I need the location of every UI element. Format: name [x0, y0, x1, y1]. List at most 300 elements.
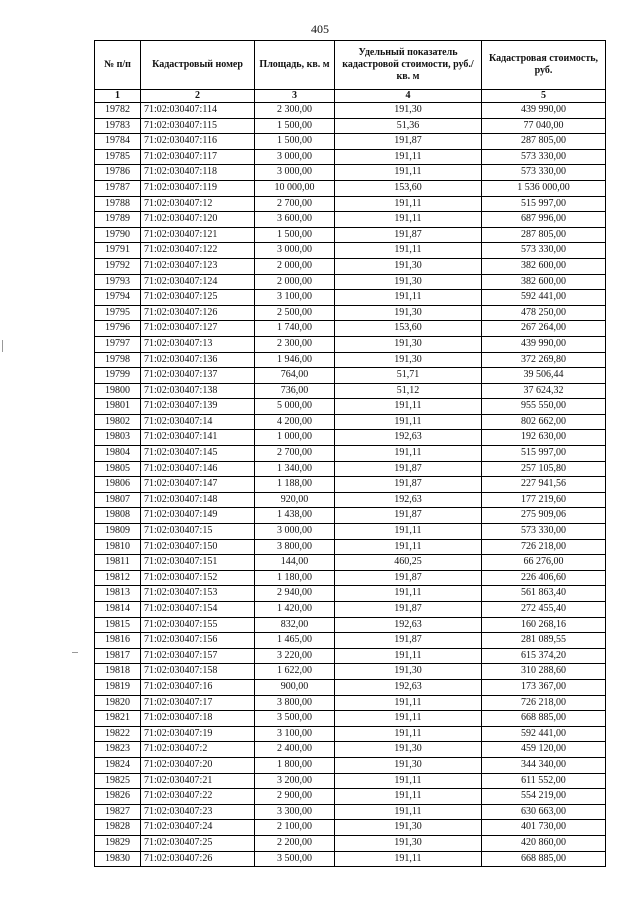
- cadastral-value-cell: 726 218,00: [482, 695, 606, 711]
- header-row-number: № п/п: [95, 41, 141, 90]
- table-row: [95, 524, 606, 540]
- cadastral-number-cell: 71:02:030407:145: [141, 446, 255, 462]
- table-row: [95, 103, 606, 119]
- cadastral-value-cell: 592 441,00: [482, 290, 606, 306]
- cadastral-value-cell: 668 885,00: [482, 711, 606, 727]
- cadastral-value-cell: 257 105,80: [482, 461, 606, 477]
- cadastral-number-cell: 71:02:030407:24: [141, 820, 255, 836]
- area-cell: 2 700,00: [255, 446, 335, 462]
- area-cell: 3 000,00: [255, 524, 335, 540]
- table-row: [95, 679, 606, 695]
- cadastral-number-cell: 71:02:030407:14: [141, 414, 255, 430]
- cadastral-number-cell: 71:02:030407:18: [141, 711, 255, 727]
- table-row: [95, 149, 606, 165]
- cadastral-value-cell: 177 219,60: [482, 492, 606, 508]
- table-row: [95, 539, 606, 555]
- cadastral-number-cell: 71:02:030407:15: [141, 524, 255, 540]
- cadastral-value-cell: 1 536 000,00: [482, 180, 606, 196]
- cadastral-number-cell: 71:02:030407:23: [141, 804, 255, 820]
- cadastral-value-cell: 573 330,00: [482, 165, 606, 181]
- area-cell: 2 900,00: [255, 789, 335, 805]
- area-cell: 144,00: [255, 555, 335, 571]
- row-number-cell: 19785: [95, 149, 141, 165]
- specific-value-cell: 191,87: [335, 602, 482, 618]
- cadastral-table: [94, 40, 606, 867]
- specific-value-cell: 192,63: [335, 492, 482, 508]
- table-row: [95, 851, 606, 867]
- cadastral-number-cell: 71:02:030407:156: [141, 633, 255, 649]
- cadastral-value-cell: 344 340,00: [482, 757, 606, 773]
- cadastral-value-cell: 955 550,00: [482, 399, 606, 415]
- area-cell: 1 420,00: [255, 602, 335, 618]
- area-cell: 920,00: [255, 492, 335, 508]
- area-cell: 3 800,00: [255, 695, 335, 711]
- area-cell: 3 100,00: [255, 726, 335, 742]
- cadastral-value-cell: 77 040,00: [482, 118, 606, 134]
- row-number-cell: 19807: [95, 492, 141, 508]
- specific-value-cell: 191,11: [335, 446, 482, 462]
- area-cell: 10 000,00: [255, 180, 335, 196]
- row-number-cell: 19783: [95, 118, 141, 134]
- cadastral-number-cell: 71:02:030407:141: [141, 430, 255, 446]
- area-cell: 1 800,00: [255, 757, 335, 773]
- area-cell: 3 600,00: [255, 212, 335, 228]
- specific-value-cell: 191,11: [335, 212, 482, 228]
- row-number-cell: 19816: [95, 633, 141, 649]
- header-specific-value: Удельный показатель кадастровой стоимости, руб./кв. м: [335, 41, 482, 90]
- row-number-cell: 19802: [95, 414, 141, 430]
- table-row: [95, 586, 606, 602]
- cadastral-value-cell: 439 990,00: [482, 103, 606, 119]
- table-row: [95, 695, 606, 711]
- area-cell: 5 000,00: [255, 399, 335, 415]
- specific-value-cell: 191,87: [335, 633, 482, 649]
- cadastral-value-cell: 802 662,00: [482, 414, 606, 430]
- table-row: [95, 742, 606, 758]
- specific-value-cell: 51,36: [335, 118, 482, 134]
- row-number-cell: 19794: [95, 290, 141, 306]
- index-1: 1: [95, 90, 141, 103]
- cadastral-value-cell: 173 367,00: [482, 679, 606, 695]
- row-number-cell: 19788: [95, 196, 141, 212]
- area-cell: 2 300,00: [255, 103, 335, 119]
- specific-value-cell: 460,25: [335, 555, 482, 571]
- area-cell: 3 000,00: [255, 165, 335, 181]
- area-cell: 2 000,00: [255, 258, 335, 274]
- specific-value-cell: 191,11: [335, 773, 482, 789]
- row-number-cell: 19804: [95, 446, 141, 462]
- area-cell: 832,00: [255, 617, 335, 633]
- area-cell: 1 438,00: [255, 508, 335, 524]
- index-2: 2: [141, 90, 255, 103]
- table-row: [95, 165, 606, 181]
- cadastral-number-cell: 71:02:030407:124: [141, 274, 255, 290]
- header-cadastral-number: Кадастровый номер: [141, 41, 255, 90]
- row-number-cell: 19799: [95, 368, 141, 384]
- cadastral-number-cell: 71:02:030407:13: [141, 336, 255, 352]
- cadastral-value-cell: 573 330,00: [482, 149, 606, 165]
- row-number-cell: 19821: [95, 711, 141, 727]
- specific-value-cell: 191,11: [335, 851, 482, 867]
- row-number-cell: 19813: [95, 586, 141, 602]
- area-cell: 3 220,00: [255, 648, 335, 664]
- area-cell: 2 000,00: [255, 274, 335, 290]
- specific-value-cell: 191,11: [335, 726, 482, 742]
- specific-value-cell: 191,11: [335, 290, 482, 306]
- cadastral-value-cell: 401 730,00: [482, 820, 606, 836]
- cadastral-number-cell: 71:02:030407:125: [141, 290, 255, 306]
- specific-value-cell: 51,12: [335, 383, 482, 399]
- table-row: [95, 461, 606, 477]
- table-row: [95, 383, 606, 399]
- cadastral-value-cell: 275 909,06: [482, 508, 606, 524]
- cadastral-value-cell: 573 330,00: [482, 524, 606, 540]
- row-number-cell: 19830: [95, 851, 141, 867]
- area-cell: 3 000,00: [255, 149, 335, 165]
- cadastral-number-cell: 71:02:030407:2: [141, 742, 255, 758]
- area-cell: 2 300,00: [255, 336, 335, 352]
- row-number-cell: 19815: [95, 617, 141, 633]
- area-cell: 1 188,00: [255, 477, 335, 493]
- table-row: [95, 820, 606, 836]
- cadastral-number-cell: 71:02:030407:126: [141, 305, 255, 321]
- specific-value-cell: 191,30: [335, 103, 482, 119]
- cadastral-number-cell: 71:02:030407:150: [141, 539, 255, 555]
- row-number-cell: 19810: [95, 539, 141, 555]
- table-row: [95, 352, 606, 368]
- area-cell: 3 100,00: [255, 290, 335, 306]
- cadastral-number-cell: 71:02:030407:25: [141, 835, 255, 851]
- cadastral-value-cell: 226 406,60: [482, 570, 606, 586]
- area-cell: 1 340,00: [255, 461, 335, 477]
- row-number-cell: 19795: [95, 305, 141, 321]
- area-cell: 4 200,00: [255, 414, 335, 430]
- cadastral-value-cell: 310 288,60: [482, 664, 606, 680]
- table-row: [95, 648, 606, 664]
- table-row: [95, 835, 606, 851]
- cadastral-value-cell: 37 624,32: [482, 383, 606, 399]
- specific-value-cell: 191,11: [335, 399, 482, 415]
- row-number-cell: 19806: [95, 477, 141, 493]
- row-number-cell: 19809: [95, 524, 141, 540]
- table-row: [95, 773, 606, 789]
- area-cell: 1 465,00: [255, 633, 335, 649]
- row-number-cell: 19790: [95, 227, 141, 243]
- scan-artifact: [72, 652, 78, 653]
- area-cell: 1 622,00: [255, 664, 335, 680]
- table-row: [95, 492, 606, 508]
- cadastral-number-cell: 71:02:030407:147: [141, 477, 255, 493]
- table-row: [95, 336, 606, 352]
- cadastral-number-cell: 71:02:030407:12: [141, 196, 255, 212]
- cadastral-number-cell: 71:02:030407:21: [141, 773, 255, 789]
- specific-value-cell: 191,11: [335, 648, 482, 664]
- scan-artifact: [2, 340, 3, 352]
- cadastral-number-cell: 71:02:030407:127: [141, 321, 255, 337]
- table-row: [95, 789, 606, 805]
- table-row: [95, 212, 606, 228]
- area-cell: 2 400,00: [255, 742, 335, 758]
- row-number-cell: 19812: [95, 570, 141, 586]
- specific-value-cell: 191,87: [335, 508, 482, 524]
- table-row: [95, 757, 606, 773]
- cadastral-value-cell: 267 264,00: [482, 321, 606, 337]
- table-row: [95, 570, 606, 586]
- area-cell: 1 500,00: [255, 227, 335, 243]
- cadastral-number-cell: 71:02:030407:151: [141, 555, 255, 571]
- cadastral-number-cell: 71:02:030407:122: [141, 243, 255, 259]
- cadastral-number-cell: 71:02:030407:22: [141, 789, 255, 805]
- cadastral-number-cell: 71:02:030407:153: [141, 586, 255, 602]
- table-row: [95, 274, 606, 290]
- cadastral-number-cell: 71:02:030407:19: [141, 726, 255, 742]
- cadastral-value-cell: 382 600,00: [482, 274, 606, 290]
- cadastral-value-cell: 372 269,80: [482, 352, 606, 368]
- cadastral-value-cell: 592 441,00: [482, 726, 606, 742]
- cadastral-value-cell: 160 268,16: [482, 617, 606, 633]
- specific-value-cell: 191,11: [335, 695, 482, 711]
- cadastral-value-cell: 281 089,55: [482, 633, 606, 649]
- row-number-cell: 19808: [95, 508, 141, 524]
- cadastral-number-cell: 71:02:030407:119: [141, 180, 255, 196]
- table-row: [95, 633, 606, 649]
- area-cell: 3 300,00: [255, 804, 335, 820]
- table-row: [95, 305, 606, 321]
- cadastral-value-cell: 515 997,00: [482, 196, 606, 212]
- row-number-cell: 19787: [95, 180, 141, 196]
- row-number-cell: 19827: [95, 804, 141, 820]
- specific-value-cell: 191,30: [335, 820, 482, 836]
- specific-value-cell: 191,11: [335, 165, 482, 181]
- area-cell: 3 800,00: [255, 539, 335, 555]
- specific-value-cell: 191,30: [335, 757, 482, 773]
- cadastral-number-cell: 71:02:030407:136: [141, 352, 255, 368]
- table-row: [95, 508, 606, 524]
- specific-value-cell: 191,11: [335, 524, 482, 540]
- specific-value-cell: 191,11: [335, 196, 482, 212]
- row-number-cell: 19784: [95, 134, 141, 150]
- table-row: [95, 227, 606, 243]
- area-cell: 1 180,00: [255, 570, 335, 586]
- row-number-cell: 19820: [95, 695, 141, 711]
- table-header-row: [95, 41, 606, 90]
- specific-value-cell: 191,30: [335, 352, 482, 368]
- specific-value-cell: 191,30: [335, 336, 482, 352]
- index-3: 3: [255, 90, 335, 103]
- row-number-cell: 19818: [95, 664, 141, 680]
- cadastral-value-cell: 726 218,00: [482, 539, 606, 555]
- specific-value-cell: 191,11: [335, 149, 482, 165]
- table-row: [95, 555, 606, 571]
- specific-value-cell: 192,63: [335, 617, 482, 633]
- row-number-cell: 19826: [95, 789, 141, 805]
- cadastral-number-cell: 71:02:030407:154: [141, 602, 255, 618]
- row-number-cell: 19824: [95, 757, 141, 773]
- cadastral-number-cell: 71:02:030407:20: [141, 757, 255, 773]
- area-cell: 3 500,00: [255, 711, 335, 727]
- row-number-cell: 19822: [95, 726, 141, 742]
- header-cadastral-value: Кадастровая стоимость, руб.: [482, 41, 606, 90]
- cadastral-number-cell: 71:02:030407:26: [141, 851, 255, 867]
- row-number-cell: 19796: [95, 321, 141, 337]
- cadastral-value-cell: 478 250,00: [482, 305, 606, 321]
- cadastral-value-cell: 287 805,00: [482, 227, 606, 243]
- cadastral-number-cell: 71:02:030407:137: [141, 368, 255, 384]
- cadastral-number-cell: 71:02:030407:117: [141, 149, 255, 165]
- specific-value-cell: 191,87: [335, 461, 482, 477]
- cadastral-number-cell: 71:02:030407:118: [141, 165, 255, 181]
- specific-value-cell: 153,60: [335, 321, 482, 337]
- cadastral-number-cell: 71:02:030407:121: [141, 227, 255, 243]
- table-row: [95, 602, 606, 618]
- specific-value-cell: 191,87: [335, 134, 482, 150]
- area-cell: 2 200,00: [255, 835, 335, 851]
- cadastral-value-cell: 459 120,00: [482, 742, 606, 758]
- table-row: [95, 726, 606, 742]
- area-cell: 3 500,00: [255, 851, 335, 867]
- table-row: [95, 711, 606, 727]
- area-cell: 2 500,00: [255, 305, 335, 321]
- cadastral-number-cell: 71:02:030407:155: [141, 617, 255, 633]
- specific-value-cell: 191,11: [335, 711, 482, 727]
- cadastral-value-cell: 192 630,00: [482, 430, 606, 446]
- cadastral-number-cell: 71:02:030407:16: [141, 679, 255, 695]
- row-number-cell: 19811: [95, 555, 141, 571]
- specific-value-cell: 191,11: [335, 243, 482, 259]
- area-cell: 1 000,00: [255, 430, 335, 446]
- specific-value-cell: 191,11: [335, 789, 482, 805]
- specific-value-cell: 191,30: [335, 664, 482, 680]
- row-number-cell: 19819: [95, 679, 141, 695]
- specific-value-cell: 191,30: [335, 274, 482, 290]
- cadastral-number-cell: 71:02:030407:123: [141, 258, 255, 274]
- specific-value-cell: 191,87: [335, 227, 482, 243]
- row-number-cell: 19825: [95, 773, 141, 789]
- cadastral-value-cell: 687 996,00: [482, 212, 606, 228]
- cadastral-value-cell: 272 455,40: [482, 602, 606, 618]
- specific-value-cell: 191,11: [335, 804, 482, 820]
- cadastral-number-cell: 71:02:030407:149: [141, 508, 255, 524]
- area-cell: 1 740,00: [255, 321, 335, 337]
- area-cell: 1 500,00: [255, 118, 335, 134]
- cadastral-number-cell: 71:02:030407:148: [141, 492, 255, 508]
- area-cell: 2 100,00: [255, 820, 335, 836]
- table-row: [95, 258, 606, 274]
- row-number-cell: 19791: [95, 243, 141, 259]
- cadastral-value-cell: 287 805,00: [482, 134, 606, 150]
- area-cell: 2 940,00: [255, 586, 335, 602]
- cadastral-number-cell: 71:02:030407:152: [141, 570, 255, 586]
- specific-value-cell: 191,11: [335, 586, 482, 602]
- specific-value-cell: 191,11: [335, 414, 482, 430]
- table-row: [95, 290, 606, 306]
- area-cell: 3 000,00: [255, 243, 335, 259]
- cadastral-number-cell: 71:02:030407:114: [141, 103, 255, 119]
- table-row: [95, 196, 606, 212]
- table-index-row: [95, 90, 606, 103]
- area-cell: 1 500,00: [255, 134, 335, 150]
- cadastral-value-cell: 39 506,44: [482, 368, 606, 384]
- cadastral-value-cell: 630 663,00: [482, 804, 606, 820]
- row-number-cell: 19823: [95, 742, 141, 758]
- cadastral-value-cell: 66 276,00: [482, 555, 606, 571]
- row-number-cell: 19828: [95, 820, 141, 836]
- specific-value-cell: 191,87: [335, 477, 482, 493]
- row-number-cell: 19829: [95, 835, 141, 851]
- cadastral-number-cell: 71:02:030407:138: [141, 383, 255, 399]
- cadastral-value-cell: 227 941,56: [482, 477, 606, 493]
- specific-value-cell: 153,60: [335, 180, 482, 196]
- cadastral-number-cell: 71:02:030407:17: [141, 695, 255, 711]
- table-row: [95, 243, 606, 259]
- specific-value-cell: 51,71: [335, 368, 482, 384]
- cadastral-number-cell: 71:02:030407:116: [141, 134, 255, 150]
- row-number-cell: 19798: [95, 352, 141, 368]
- area-cell: 900,00: [255, 679, 335, 695]
- table-row: [95, 321, 606, 337]
- table-row: [95, 180, 606, 196]
- table-row: [95, 118, 606, 134]
- specific-value-cell: 191,30: [335, 742, 482, 758]
- cadastral-number-cell: 71:02:030407:146: [141, 461, 255, 477]
- cadastral-value-cell: 611 552,00: [482, 773, 606, 789]
- cadastral-value-cell: 615 374,20: [482, 648, 606, 664]
- row-number-cell: 19803: [95, 430, 141, 446]
- specific-value-cell: 191,87: [335, 570, 482, 586]
- area-cell: 736,00: [255, 383, 335, 399]
- header-area: Площадь, кв. м: [255, 41, 335, 90]
- row-number-cell: 19814: [95, 602, 141, 618]
- table-body: [95, 103, 606, 867]
- row-number-cell: 19800: [95, 383, 141, 399]
- cadastral-number-cell: 71:02:030407:139: [141, 399, 255, 415]
- cadastral-value-cell: 420 860,00: [482, 835, 606, 851]
- area-cell: 764,00: [255, 368, 335, 384]
- row-number-cell: 19805: [95, 461, 141, 477]
- specific-value-cell: 192,63: [335, 430, 482, 446]
- row-number-cell: 19789: [95, 212, 141, 228]
- specific-value-cell: 191,30: [335, 835, 482, 851]
- cadastral-number-cell: 71:02:030407:157: [141, 648, 255, 664]
- area-cell: 2 700,00: [255, 196, 335, 212]
- row-number-cell: 19793: [95, 274, 141, 290]
- table-row: [95, 664, 606, 680]
- specific-value-cell: 192,63: [335, 679, 482, 695]
- table-row: [95, 430, 606, 446]
- table-row: [95, 368, 606, 384]
- cadastral-value-cell: 515 997,00: [482, 446, 606, 462]
- row-number-cell: 19782: [95, 103, 141, 119]
- page-number: 405: [311, 22, 329, 36]
- table-row: [95, 617, 606, 633]
- specific-value-cell: 191,30: [335, 305, 482, 321]
- row-number-cell: 19797: [95, 336, 141, 352]
- area-cell: 3 200,00: [255, 773, 335, 789]
- row-number-cell: 19792: [95, 258, 141, 274]
- table-row: [95, 804, 606, 820]
- area-cell: 1 946,00: [255, 352, 335, 368]
- specific-value-cell: 191,11: [335, 539, 482, 555]
- table-row: [95, 134, 606, 150]
- cadastral-number-cell: 71:02:030407:158: [141, 664, 255, 680]
- row-number-cell: 19801: [95, 399, 141, 415]
- cadastral-number-cell: 71:02:030407:120: [141, 212, 255, 228]
- cadastral-value-cell: 439 990,00: [482, 336, 606, 352]
- row-number-cell: 19817: [95, 648, 141, 664]
- specific-value-cell: 191,30: [335, 258, 482, 274]
- cadastral-value-cell: 561 863,40: [482, 586, 606, 602]
- table-row: [95, 399, 606, 415]
